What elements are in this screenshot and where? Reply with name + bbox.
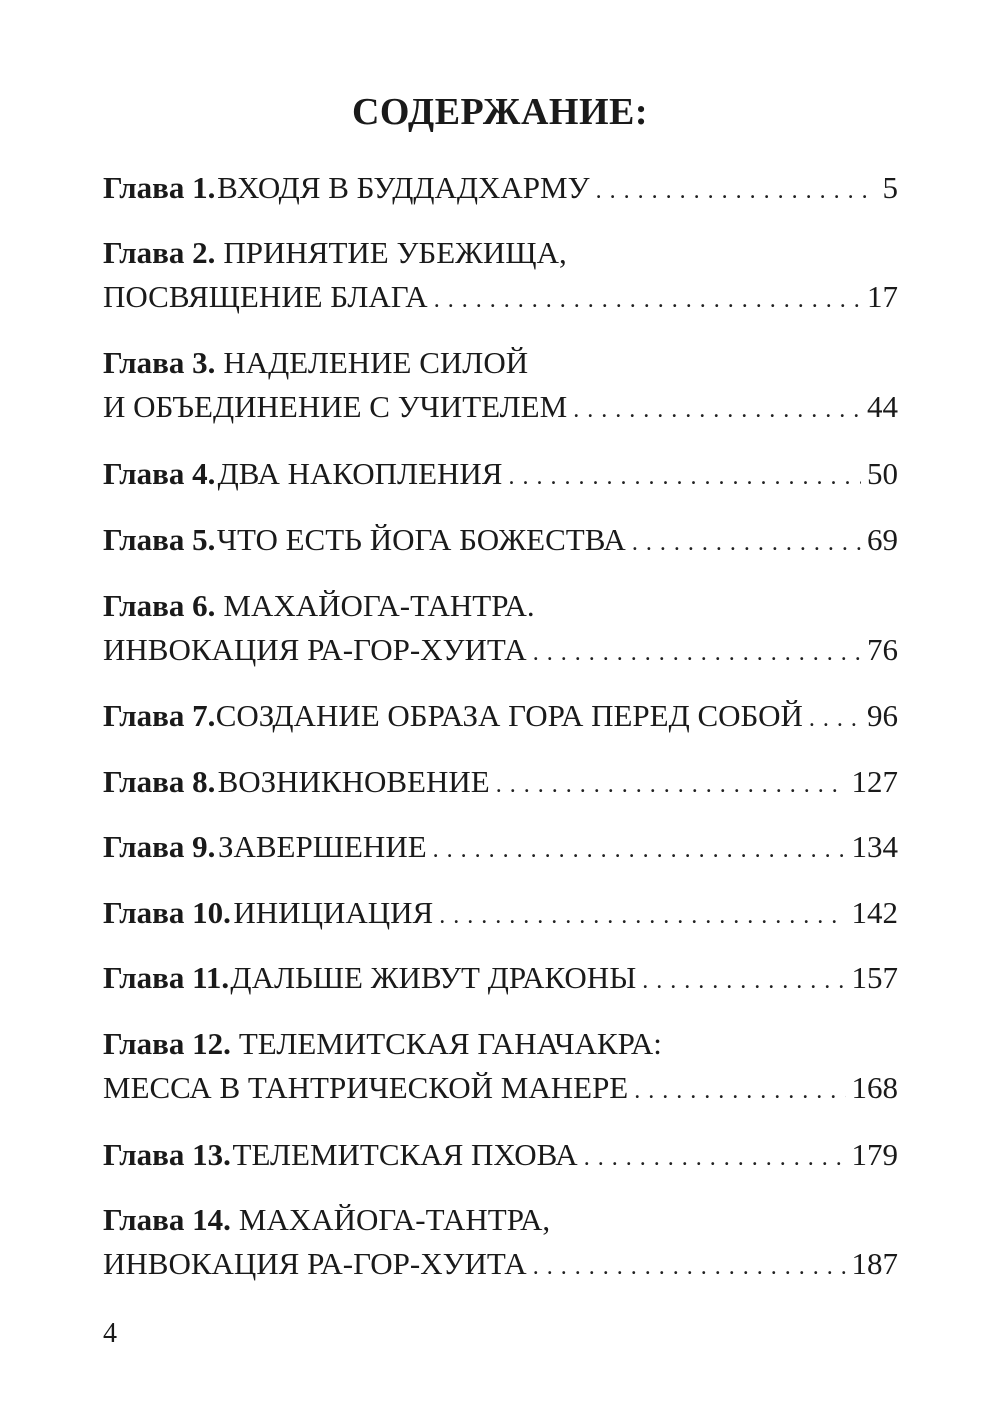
chapter-title: ПРИНЯТИЕ УБЕЖИЩА, xyxy=(223,235,567,270)
chapter-title: ВХОДЯ В БУДДАДХАРМУ xyxy=(217,170,590,205)
dot-leader xyxy=(508,455,861,499)
chapter-title-continued: И ОБЪЕДИНЕНИЕ С УЧИТЕЛЕМ xyxy=(103,389,568,424)
toc-entry-1 xyxy=(103,166,898,210)
dot-leader xyxy=(634,1069,845,1113)
dot-leader xyxy=(584,1136,846,1180)
toc-entry-11 xyxy=(103,956,898,1000)
dot-leader xyxy=(533,631,861,675)
dot-leader xyxy=(632,521,861,565)
folio-page-number: 4 xyxy=(103,1318,117,1349)
chapter-title: ТЕЛЕМИТСКАЯ ПХОВА xyxy=(232,1137,578,1172)
page-number: 187 xyxy=(851,1246,898,1281)
toc-entry-8 xyxy=(103,760,898,804)
chapter-label: Глава 7. xyxy=(103,698,216,733)
dot-leader xyxy=(439,894,845,938)
chapter-title: МАХАЙОГА-ТАНТРА, xyxy=(238,1202,551,1237)
toc-entry-13 xyxy=(103,1133,898,1177)
chapter-title-continued: ПОСВЯЩЕНИЕ БЛАГА xyxy=(103,279,428,314)
dot-leader xyxy=(496,763,846,807)
page-number: 127 xyxy=(851,764,898,799)
page-number: 44 xyxy=(867,389,898,424)
chapter-label: Глава 11. xyxy=(103,960,230,995)
chapter-label: Глава 10. xyxy=(103,895,231,930)
chapter-label: Глава 6. xyxy=(103,588,216,623)
chapter-title: ДВА НАКОПЛЕНИЯ xyxy=(217,456,503,491)
chapter-label: Глава 9. xyxy=(103,829,216,864)
chapter-label: Глава 8. xyxy=(103,764,216,799)
chapter-title: ВОЗНИКНОВЕНИЕ xyxy=(217,764,490,799)
toc-entry-3 xyxy=(103,341,898,429)
toc-entry-4 xyxy=(103,452,898,496)
toc-entry-12 xyxy=(103,1022,898,1110)
page-number: 157 xyxy=(851,960,898,995)
chapter-title: НАДЕЛЕНИЕ СИЛОЙ xyxy=(223,345,529,380)
chapter-label: Глава 3. xyxy=(103,345,216,380)
chapter-title-continued: ИНВОКАЦИЯ РА-ГОР-ХУИТА xyxy=(103,632,527,667)
dot-leader xyxy=(434,278,861,322)
chapter-title: ЗАВЕРШЕНИЕ xyxy=(217,829,427,864)
chapter-label: Глава 12. xyxy=(103,1026,231,1061)
page-number: 17 xyxy=(867,279,898,314)
chapter-label: Глава 2. xyxy=(103,235,216,270)
chapter-title: ДАЛЬШЕ ЖИВУТ ДРАКОНЫ xyxy=(230,960,637,995)
chapter-title: МАХАЙОГА-ТАНТРА. xyxy=(223,588,535,623)
page-number: 168 xyxy=(851,1070,898,1105)
page-number: 76 xyxy=(867,632,898,667)
toc-entry-9 xyxy=(103,825,898,869)
dot-leader xyxy=(642,959,845,1003)
toc-entry-2 xyxy=(103,231,898,319)
page-number: 96 xyxy=(867,698,898,733)
chapter-title: ЧТО ЕСТЬ ЙОГА БОЖЕСТВА xyxy=(216,522,626,557)
toc-entry-10 xyxy=(103,891,898,935)
dot-leader xyxy=(533,1245,846,1289)
chapter-label: Глава 4. xyxy=(103,456,216,491)
chapter-label: Глава 13. xyxy=(103,1137,231,1172)
toc-entry-14 xyxy=(103,1198,898,1286)
chapter-title-continued: ИНВОКАЦИЯ РА-ГОР-ХУИТА xyxy=(103,1246,527,1281)
dot-leader xyxy=(433,828,846,872)
toc-entry-6 xyxy=(103,584,898,672)
page-number: 134 xyxy=(851,829,898,864)
page-number: 5 xyxy=(882,170,898,205)
chapter-title: СОЗДАНИЕ ОБРАЗА ГОРА ПЕРЕД СОБОЙ xyxy=(215,698,803,733)
chapter-title: ИНИЦИАЦИЯ xyxy=(233,895,434,930)
chapter-label: Глава 1. xyxy=(103,170,216,205)
dot-leader xyxy=(596,169,877,213)
page-number: 69 xyxy=(867,522,898,557)
dot-leader xyxy=(809,697,861,741)
page-number: 142 xyxy=(851,895,898,930)
chapter-label: Глава 14. xyxy=(103,1202,231,1237)
dot-leader xyxy=(573,388,861,432)
toc-entry-5 xyxy=(103,518,898,562)
page-title: СОДЕРЖАНИЕ: xyxy=(351,91,649,133)
chapter-title: ТЕЛЕМИТСКАЯ ГАНАЧАКРА: xyxy=(238,1026,662,1061)
page-number: 179 xyxy=(851,1137,898,1172)
page-number: 50 xyxy=(867,456,898,491)
toc-entry-7 xyxy=(103,694,898,738)
chapter-label: Глава 5. xyxy=(103,522,216,557)
chapter-title-continued: МЕССА В ТАНТРИЧЕСКОЙ МАНЕРЕ xyxy=(103,1070,629,1105)
